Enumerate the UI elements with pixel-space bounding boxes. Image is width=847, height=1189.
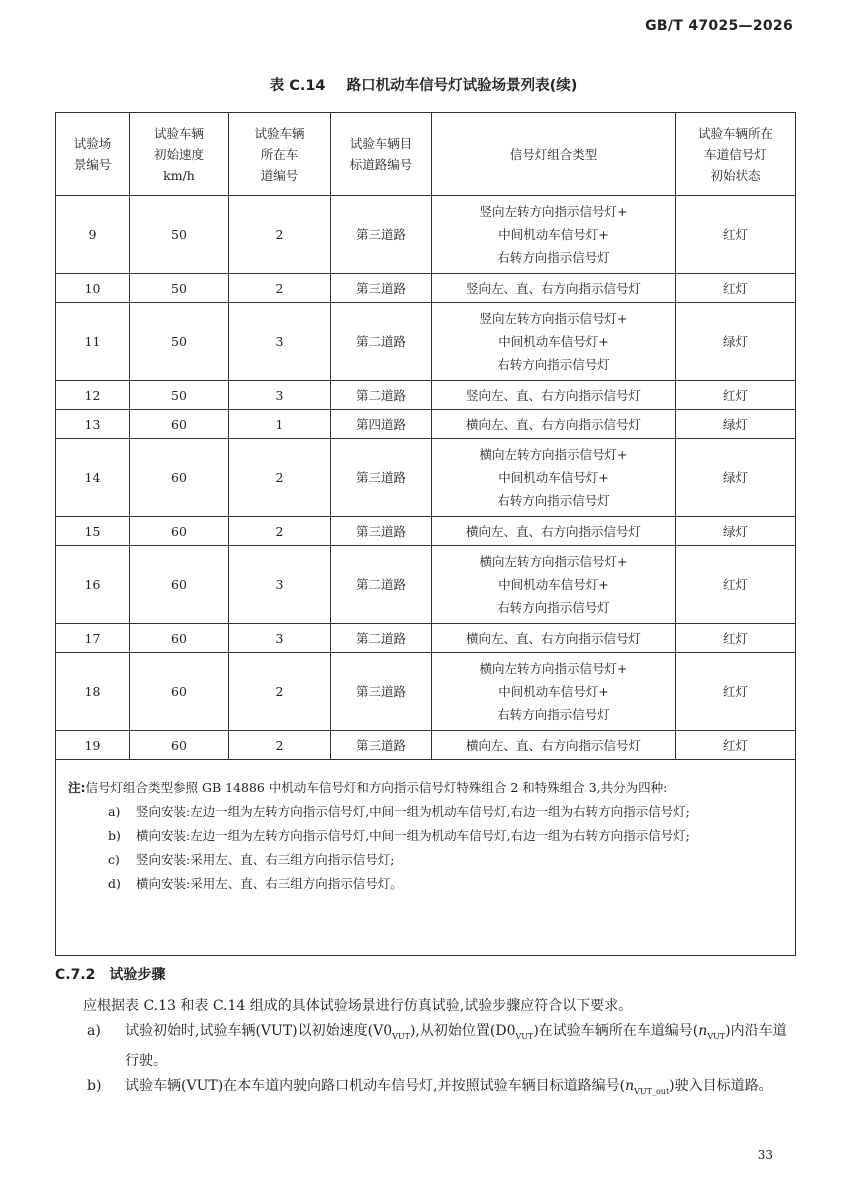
lane-number-cell: 2 <box>229 653 331 731</box>
table-row <box>56 546 796 624</box>
target-road-cell: 第三道路 <box>331 731 432 760</box>
initial-speed-cell: 50 <box>130 381 229 410</box>
step-b-text: 试验车辆(VUT)在本车道内驶向路口机动车信号灯,并按照试验车辆目标道路编号$(n_{VUT\_out})$驶入目标道路。 <box>125 1077 773 1096</box>
note-item <box>68 872 785 896</box>
scenario-id-cell: 16 <box>56 546 130 624</box>
initial-signal-state-cell: 绿灯 <box>676 410 796 439</box>
scenario-id-cell: 17 <box>56 624 130 653</box>
table-row <box>56 517 796 546</box>
table-row <box>56 653 796 731</box>
note-item <box>68 824 785 848</box>
initial-speed-cell: 60 <box>130 546 229 624</box>
initial-signal-state-cell: 红灯 <box>676 653 796 731</box>
lane-number-cell: 3 <box>229 381 331 410</box>
table-row <box>56 196 796 274</box>
initial-speed-cell: 50 <box>130 303 229 381</box>
step-item-a <box>55 1019 795 1074</box>
target-road-cell: 第三道路 <box>331 196 432 274</box>
column-header: 试验场 景编号 <box>56 113 130 196</box>
standard-number: GB/T 47025—2026 <box>645 18 793 34</box>
initial-signal-state-cell: 绿灯 <box>676 303 796 381</box>
initial-speed-cell: 50 <box>130 196 229 274</box>
signal-combination-cell: 竖向左、直、右方向指示信号灯 <box>432 274 676 303</box>
step-a-marker: a) <box>87 1023 101 1039</box>
table-row <box>56 410 796 439</box>
table-title-number: 表 C.14 <box>269 78 326 94</box>
note-item <box>68 848 785 872</box>
target-road-cell: 第三道路 <box>331 653 432 731</box>
initial-speed-cell: 60 <box>130 731 229 760</box>
note-item-marker: b) <box>108 828 121 843</box>
table-row <box>56 381 796 410</box>
signal-combination-cell: 竖向左转方向指示信号灯+ 中间机动车信号灯+ 右转方向指示信号灯 <box>432 196 676 274</box>
note-item-text: 横向安装:采用左、直、右三组方向指示信号灯。 <box>136 876 403 891</box>
target-road-cell: 第二道路 <box>331 546 432 624</box>
table-row <box>56 303 796 381</box>
initial-signal-state-cell: 红灯 <box>676 546 796 624</box>
target-road-cell: 第三道路 <box>331 517 432 546</box>
table-row <box>56 731 796 760</box>
lane-number-cell: 2 <box>229 274 331 303</box>
note-item-marker: c) <box>108 852 120 867</box>
initial-signal-state-cell: 绿灯 <box>676 517 796 546</box>
scenario-id-cell: 14 <box>56 439 130 517</box>
column-header: 试验车辆 所在车 道编号 <box>229 113 331 196</box>
initial-speed-cell: 60 <box>130 439 229 517</box>
page-number: 33 <box>757 1148 773 1162</box>
section-number: C.7.2 <box>55 967 96 983</box>
note-label: 注: <box>68 780 86 795</box>
initial-signal-state-cell: 红灯 <box>676 196 796 274</box>
signal-combination-cell: 横向左、直、右方向指示信号灯 <box>432 517 676 546</box>
lane-number-cell: 1 <box>229 410 331 439</box>
initial-signal-state-cell: 红灯 <box>676 731 796 760</box>
target-road-cell: 第二道路 <box>331 624 432 653</box>
section-heading <box>55 964 165 984</box>
initial-signal-state-cell: 红灯 <box>676 274 796 303</box>
scenario-id-cell: 9 <box>56 196 130 274</box>
section-body <box>55 994 795 1104</box>
table-row <box>56 624 796 653</box>
note-item-marker: a) <box>108 804 121 819</box>
initial-speed-cell: 60 <box>130 653 229 731</box>
signal-combination-cell: 横向左转方向指示信号灯+ 中间机动车信号灯+ 右转方向指示信号灯 <box>432 653 676 731</box>
target-road-cell: 第二道路 <box>331 303 432 381</box>
column-header: 试验车辆所在 车道信号灯 初始状态 <box>676 113 796 196</box>
scenario-id-cell: 12 <box>56 381 130 410</box>
step-a-text: 试验初始时,试验车辆(VUT)以初始速度$(V0_{VUT})$,从初始位置$(D0_{VUT})$在试验车辆所在车道编号$(n_{VUT})$内沿车道行驶。 <box>125 1023 787 1069</box>
signal-combination-cell: 竖向左转方向指示信号灯+ 中间机动车信号灯+ 右转方向指示信号灯 <box>432 303 676 381</box>
signal-combination-cell: 横向左转方向指示信号灯+ 中间机动车信号灯+ 右转方向指示信号灯 <box>432 439 676 517</box>
initial-speed-cell: 60 <box>130 517 229 546</box>
note-item-text: 竖向安装:左边一组为左转方向指示信号灯,中间一组为机动车信号灯,右边一组为右转方向指示信号灯; <box>136 804 690 819</box>
table-title <box>0 74 847 95</box>
column-header: 试验车辆 初始速度 km/h <box>130 113 229 196</box>
note-items <box>68 800 785 896</box>
note-item-marker: d) <box>108 876 121 891</box>
scenario-table <box>55 112 796 956</box>
signal-combination-cell: 横向左转方向指示信号灯+ 中间机动车信号灯+ 右转方向指示信号灯 <box>432 546 676 624</box>
lane-number-cell: 3 <box>229 546 331 624</box>
scenario-id-cell: 18 <box>56 653 130 731</box>
section-intro: 应根据表 C.13 和表 C.14 组成的具体试验场景进行仿真试验,试验步骤应符合以下要求。 <box>83 998 633 1014</box>
target-road-cell: 第三道路 <box>331 274 432 303</box>
lane-number-cell: 2 <box>229 439 331 517</box>
scenario-id-cell: 19 <box>56 731 130 760</box>
column-header: 信号灯组合类型 <box>432 113 676 196</box>
initial-signal-state-cell: 红灯 <box>676 381 796 410</box>
note-item-text: 横向安装:左边一组为左转方向指示信号灯,中间一组为机动车信号灯,右边一组为右转方向指示信号灯; <box>136 828 690 843</box>
lane-number-cell: 3 <box>229 303 331 381</box>
signal-combination-cell: 竖向左、直、右方向指示信号灯 <box>432 381 676 410</box>
initial-speed-cell: 60 <box>130 624 229 653</box>
initial-speed-cell: 50 <box>130 274 229 303</box>
note-item-text: 竖向安装:采用左、直、右三组方向指示信号灯; <box>136 852 395 867</box>
table-title-text: 路口机动车信号灯试验场景列表(续) <box>346 78 578 94</box>
column-header: 试验车辆目 标道路编号 <box>331 113 432 196</box>
target-road-cell: 第三道路 <box>331 439 432 517</box>
signal-combination-cell: 横向左、直、右方向指示信号灯 <box>432 731 676 760</box>
initial-signal-state-cell: 绿灯 <box>676 439 796 517</box>
signal-combination-cell: 横向左、直、右方向指示信号灯 <box>432 410 676 439</box>
step-b-marker: b) <box>87 1077 102 1094</box>
table-note <box>56 760 796 956</box>
initial-speed-cell: 60 <box>130 410 229 439</box>
scenario-id-cell: 15 <box>56 517 130 546</box>
step-item-b <box>55 1074 795 1104</box>
lane-number-cell: 2 <box>229 731 331 760</box>
table-header-row <box>56 113 796 196</box>
lane-number-cell: 2 <box>229 196 331 274</box>
initial-signal-state-cell: 红灯 <box>676 624 796 653</box>
target-road-cell: 第四道路 <box>331 410 432 439</box>
lane-number-cell: 2 <box>229 517 331 546</box>
lane-number-cell: 3 <box>229 624 331 653</box>
note-intro-line <box>68 776 785 800</box>
note-intro: 信号灯组合类型参照 GB 14886 中机动车信号灯和方向指示信号灯特殊组合 2 和特殊组合 3,共分为四种: <box>85 780 668 795</box>
section-title: 试验步骤 <box>109 967 166 983</box>
scenario-id-cell: 10 <box>56 274 130 303</box>
note-item <box>68 800 785 824</box>
scenario-id-cell: 13 <box>56 410 130 439</box>
table-row <box>56 439 796 517</box>
scenario-id-cell: 11 <box>56 303 130 381</box>
signal-combination-cell: 横向左、直、右方向指示信号灯 <box>432 624 676 653</box>
target-road-cell: 第二道路 <box>331 381 432 410</box>
table-row <box>56 274 796 303</box>
